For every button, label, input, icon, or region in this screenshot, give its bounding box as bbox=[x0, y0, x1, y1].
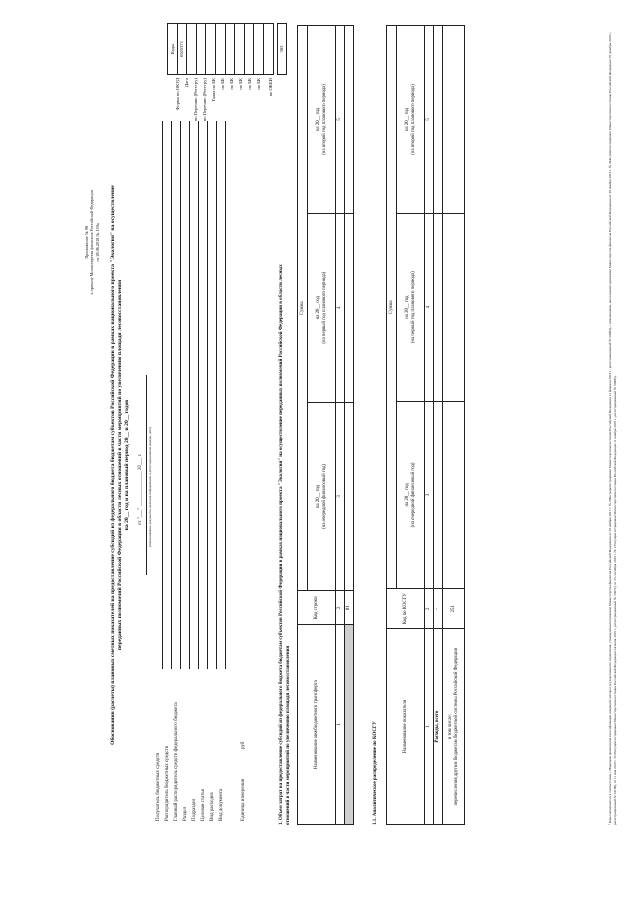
s1-row-value-3[interactable] bbox=[345, 26, 354, 214]
code-label-date: Дата bbox=[184, 78, 189, 88]
s11-num-3: 3 bbox=[425, 401, 434, 589]
code-bk[interactable] bbox=[235, 24, 245, 75]
s1-year-2-note: (на первый год планового периода) bbox=[321, 271, 327, 344]
code-bk[interactable] bbox=[254, 24, 264, 75]
s1-num-4: 4 bbox=[336, 213, 345, 402]
code-bk[interactable] bbox=[263, 24, 273, 75]
section-1-title bbox=[279, 25, 292, 825]
s1-year-2-label: на 20__ год bbox=[315, 296, 321, 320]
s11-total-value-2[interactable] bbox=[434, 213, 443, 401]
s11-total-value-1[interactable] bbox=[434, 401, 443, 589]
s11-col-sum: Сумма bbox=[387, 26, 397, 589]
code-okei[interactable]: 383 bbox=[277, 24, 287, 75]
appendix-order: к приказу Министерства финансов Российской Федерации bbox=[89, 190, 95, 295]
field-target-article: Целевая статья bbox=[201, 789, 206, 821]
field-line bbox=[180, 121, 181, 669]
field-line bbox=[225, 121, 226, 669]
s11-total-label: Расходы, всего bbox=[434, 629, 443, 825]
s11-year-1 bbox=[397, 401, 425, 589]
s11-year-3-label: на 20__ год bbox=[404, 107, 410, 132]
appendix-number: Приложение № 98 bbox=[84, 225, 89, 259]
s1-col-code: Код строки bbox=[298, 591, 336, 625]
document-title bbox=[110, 135, 132, 795]
s11-row-code: 251 bbox=[443, 589, 465, 629]
s1-num-2: 2 bbox=[336, 591, 345, 625]
s11-year-2-note: (на первый год планового периода) bbox=[410, 271, 416, 344]
s11-total-code: - bbox=[434, 589, 443, 629]
s11-row-value-2[interactable] bbox=[443, 213, 465, 401]
s11-incl-label: в том числе: bbox=[447, 714, 453, 740]
s1-col-name: Наименование межбюджетного трансферта bbox=[298, 625, 336, 825]
field-subsection: Подраздел bbox=[192, 798, 197, 821]
code-label-okei: по ОКЕИ bbox=[268, 78, 273, 97]
s11-row-label-text: перечисления другим бюджетам бюджетной системы Российской Федерации bbox=[453, 647, 459, 806]
section-1-title-cont: отношений в части мероприятий по увеличению площади лесовосстановления bbox=[285, 645, 291, 825]
s1-num-1: 1 bbox=[336, 625, 345, 825]
code-label-chapter: Глава по БК bbox=[211, 78, 216, 102]
s11-year-2 bbox=[397, 213, 425, 401]
s11-year-1-label: на 20__ год bbox=[404, 483, 410, 507]
section-11-title: 1.1. Аналитическое распределение по КОСГУ bbox=[373, 721, 378, 825]
s1-row-value-1[interactable] bbox=[345, 402, 354, 591]
code-label-registry-1: по Перечню (Реестру) bbox=[193, 78, 198, 122]
s1-row-name bbox=[345, 625, 354, 825]
field-distributor: Распорядитель бюджетных средств bbox=[165, 745, 170, 821]
title-line-3: на 20__ год и на плановый период 20__ и 20__ годов bbox=[124, 399, 131, 531]
code-label-bk: по БК bbox=[256, 78, 261, 90]
s11-year-1-note: (на очередной финансовый год) bbox=[410, 462, 416, 528]
field-line bbox=[162, 121, 163, 669]
s11-year-2-label: на 20__ год bbox=[404, 295, 410, 319]
s1-year-1-label: на 20__ год bbox=[315, 484, 321, 509]
date-line: от "___" ______________ 20___ г. bbox=[138, 453, 143, 525]
s11-num-1: 1 bbox=[425, 629, 434, 825]
s1-year-1 bbox=[308, 402, 336, 591]
field-expense-type: Вид расходов bbox=[210, 792, 215, 821]
s1-row-value-2[interactable] bbox=[345, 213, 354, 402]
field-line bbox=[198, 121, 199, 669]
s1-col-sum: Сумма bbox=[298, 26, 308, 591]
code-chapter[interactable] bbox=[215, 24, 225, 75]
s11-total-value-3[interactable] bbox=[434, 26, 443, 214]
title-line-1: Обоснования (расчеты) плановых сметных показателей на предоставление субсидий из федерального бюджета бюджетам субъектов Российской Федерации в рамках национального проекта "Экология" на осуществление bbox=[110, 185, 116, 745]
field-document-type: Вид документа bbox=[219, 788, 224, 821]
code-label-bk: по БК bbox=[247, 78, 252, 90]
code-label-bk: по БК bbox=[238, 78, 243, 90]
field-line bbox=[189, 121, 190, 669]
s1-year-3-label: на 20__ год bbox=[315, 107, 321, 132]
field-line bbox=[216, 121, 217, 669]
s11-year-3-note: (на второй год планового периода) bbox=[410, 84, 416, 155]
s11-num-2: 2 bbox=[425, 589, 434, 629]
code-registry-1[interactable] bbox=[196, 24, 206, 75]
date-note: (наименование документа, включая информацию о регистрационном номере, дате) bbox=[148, 426, 152, 547]
appendix-date: от 28.06.2018 № 139н bbox=[94, 223, 100, 262]
code-bk[interactable] bbox=[225, 24, 235, 75]
field-chief-distributor: Главный распорядитель средств федерального бюджета bbox=[174, 702, 179, 821]
appendix-block bbox=[84, 190, 100, 295]
s1-num-5: 5 bbox=[336, 26, 345, 214]
s1-num-3: 3 bbox=[336, 402, 345, 591]
s1-year-1-note: (на очередной финансовый год) bbox=[321, 464, 327, 529]
s11-col-name: Наименование показателя bbox=[387, 629, 425, 825]
s11-num-5: 5 bbox=[425, 26, 434, 214]
code-okud[interactable]: 0505371 bbox=[177, 24, 187, 75]
code-bk[interactable] bbox=[244, 24, 254, 75]
s11-year-3 bbox=[397, 26, 425, 214]
section-1-title-text: 1. Объем затрат на предоставление субсидий из федерального бюджета бюджетам субъектов Российской Федерации в рамках национального проекта "Экология" на осуществление переданных полномочий Российской Федерации в области лесных bbox=[279, 264, 284, 825]
footnote: ¹ Коды заполняются в соответствии с Порядком применения классификации операций сектора государственного управления, утвержденным приказом Министерства финансов Российской Федерации от 29 ноября 2017 г. № 209н (зарегистрирован Министерством юстиции Российской Федерации 12 февраля 2018 г., регистрационный № 50003), с изменениями, внесенными приказами Министерства финансов Российской Федерации от 30 ноября 2018 г. № 244н (зарегистрирован Министерством юстиции Российской Федерации 28 декабря 2018 г., регистрационный № 53188), от 11 мая 2019 г. № 69н (зарегистрирован Министерством юстиции Российской Федерации 24 июня 2019 г., регистрационный № 55072), от 25 сентября 2019 г. № 155н (зарегистрирован Министерством юстиции Российской Федерации 11 ноября 2019 г., регистрационный № 56483). bbox=[608, 31, 617, 825]
code-label-bk: по БК bbox=[229, 78, 234, 90]
section-11-table bbox=[386, 25, 465, 825]
code-label-registry-2: по Перечню (Реестру) bbox=[202, 78, 207, 122]
field-line bbox=[207, 121, 208, 669]
code-label-bk: по БК bbox=[220, 78, 225, 90]
code-label-okud: Форма по ОКУД bbox=[175, 78, 180, 111]
field-recipient: Получатель бюджетных средств bbox=[156, 752, 161, 821]
s1-year-3-note: (на второй год планового периода) bbox=[321, 84, 327, 155]
title-line-2: переданных полномочий Российской Федерации в области лесных отношений в части мероприятий по увеличению площади лесовосстановления bbox=[117, 279, 124, 651]
s11-row-value-1[interactable] bbox=[443, 401, 465, 589]
s11-row-value-3[interactable] bbox=[443, 26, 465, 214]
field-section: Раздел bbox=[183, 806, 188, 821]
date-underline bbox=[146, 375, 147, 575]
codes-table bbox=[167, 23, 287, 75]
s1-year-3 bbox=[308, 26, 336, 214]
s11-num-4: 4 bbox=[425, 213, 434, 401]
unit-value: руб bbox=[241, 741, 246, 749]
code-registry-2[interactable] bbox=[206, 24, 216, 75]
s1-row-code: 01 bbox=[345, 591, 354, 625]
codes-header: Коды bbox=[168, 24, 178, 75]
field-line bbox=[171, 121, 172, 669]
unit-label: Единица измерения bbox=[241, 778, 246, 821]
s1-year-2 bbox=[308, 213, 336, 402]
section-1-table bbox=[297, 25, 354, 825]
code-date[interactable] bbox=[187, 24, 197, 75]
s11-col-code: Код по КОСГУ bbox=[387, 589, 425, 629]
s11-row-label bbox=[443, 629, 465, 825]
